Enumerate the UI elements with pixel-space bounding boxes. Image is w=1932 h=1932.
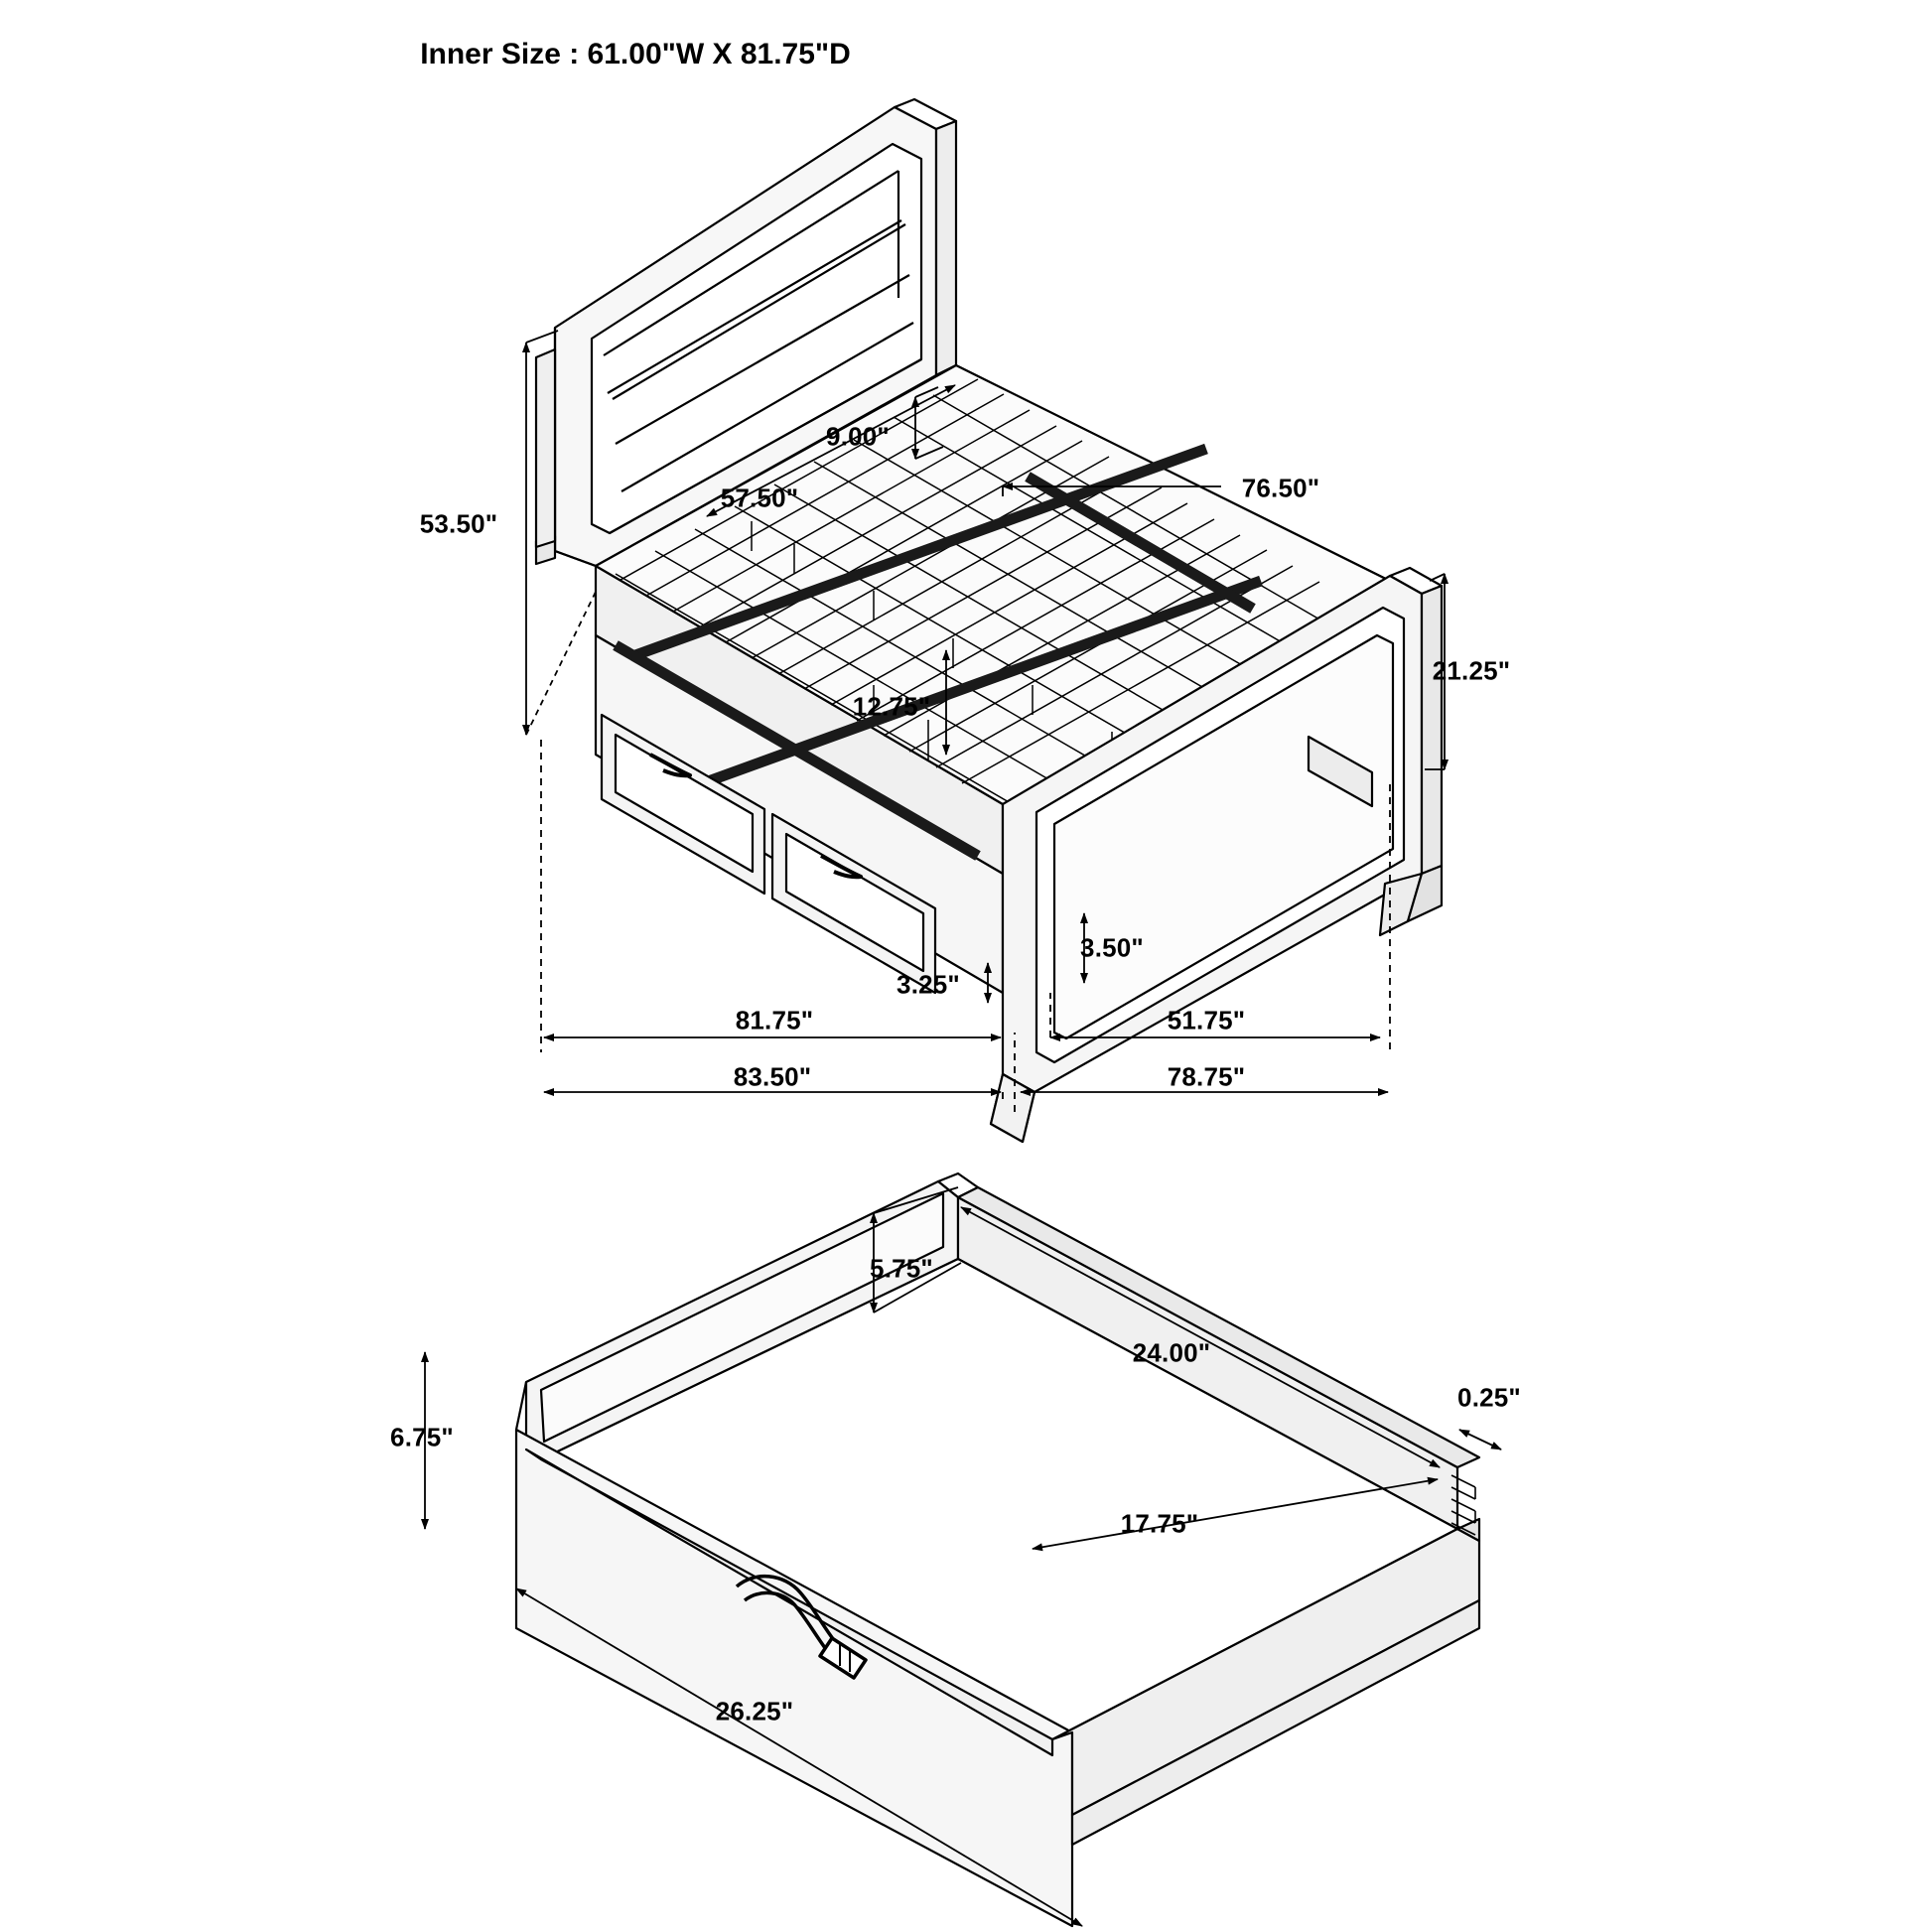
dimension-drawer-inner-width: 24.00" xyxy=(1132,1337,1211,1368)
dimension-inner-length: 81.75" xyxy=(735,1005,814,1035)
dimension-drawer-front-width: 26.25" xyxy=(715,1696,794,1726)
dimension-footboard-height: 21.25" xyxy=(1432,655,1511,686)
dimension-drawer-front-height: 6.75" xyxy=(390,1422,454,1452)
page-title: Inner Size : 61.00"W X 81.75"D xyxy=(420,38,851,70)
dimension-slat-length: 76.50" xyxy=(1241,473,1320,503)
dimension-foot-rail-clearance: 3.50" xyxy=(1080,932,1144,963)
dimension-headboard-to-rail: 9.00" xyxy=(826,421,890,452)
dimension-overall-width: 78.75" xyxy=(1167,1061,1246,1092)
dimension-drawer-side-height: 5.75" xyxy=(870,1253,933,1284)
dimension-drawer-inner-depth: 17.75" xyxy=(1120,1508,1199,1539)
dimension-slat-width: 57.50" xyxy=(720,483,799,513)
dimension-overall-length: 83.50" xyxy=(733,1061,812,1092)
dimension-footboard-inner-width: 51.75" xyxy=(1167,1005,1246,1035)
drawer-figure xyxy=(516,1173,1479,1926)
dimension-leg-height: 3.25" xyxy=(897,969,960,1000)
dimension-headboard-height: 53.50" xyxy=(419,508,498,539)
dimension-drawer-wall-thickness: 0.25" xyxy=(1457,1382,1521,1413)
bed-figure xyxy=(425,99,1501,1926)
dimension-deck-to-floor: 12.75" xyxy=(852,691,931,722)
